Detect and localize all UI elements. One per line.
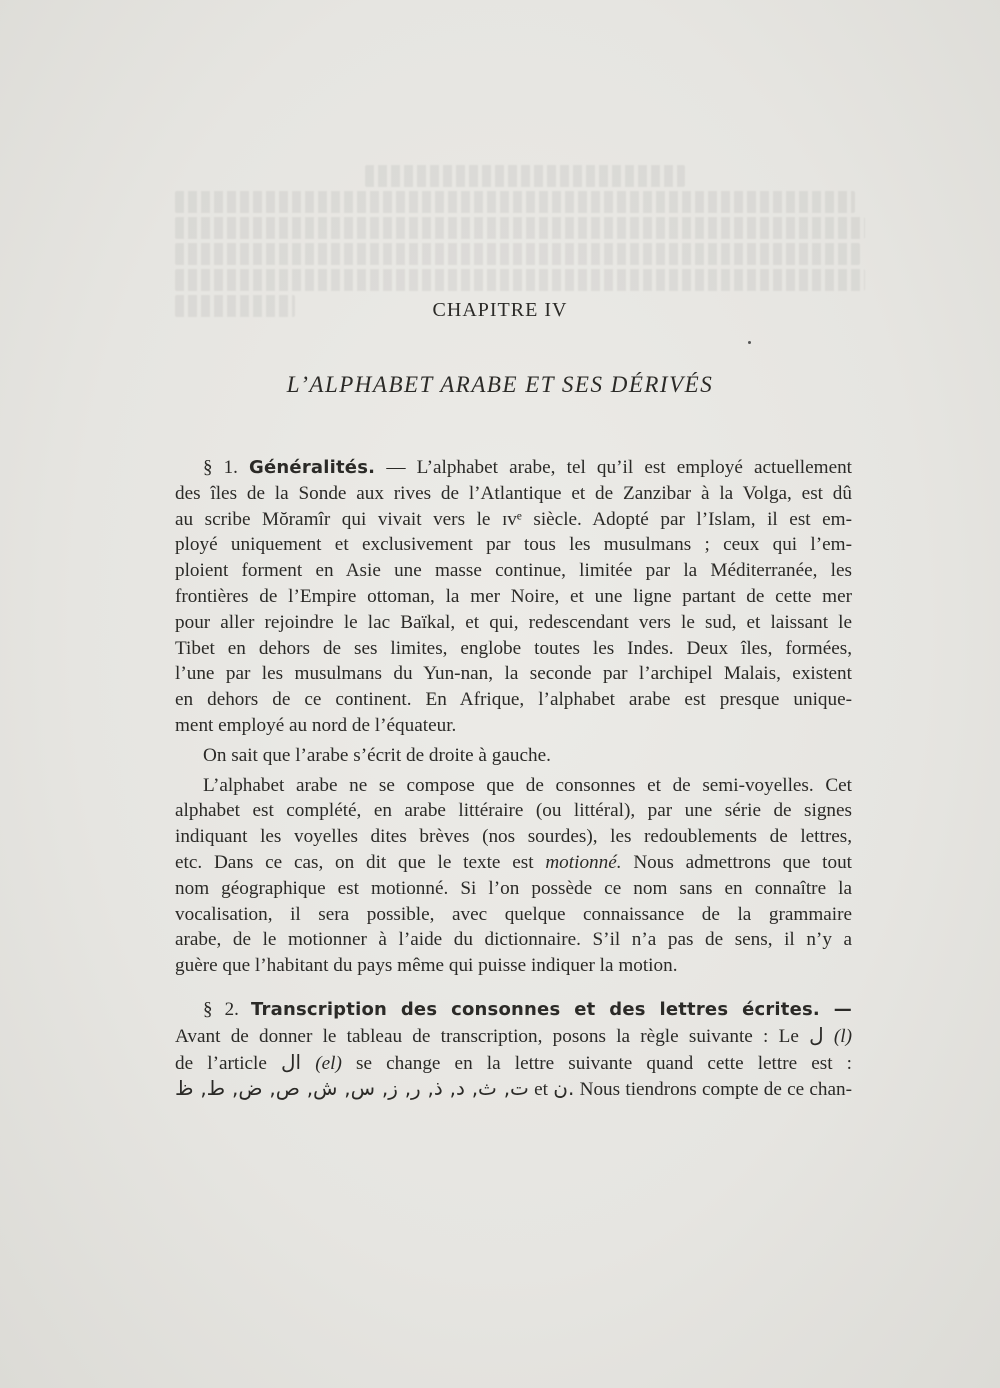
- section-number: § 2.: [203, 998, 239, 1020]
- text-line: Tibet en dehors de ses limites, englobe toutes les Indes. Deux îles, formées,: [175, 637, 852, 659]
- text-line: indiquant les voyelles dites brèves (nos sourdes), les redoublements de lettres,: [175, 826, 852, 848]
- text-span: se change en la lettre suivante quand cette lettre est :: [356, 1052, 853, 1074]
- text-line: [175, 1050, 852, 1077]
- transliteration: (el): [315, 1052, 342, 1074]
- text-line: ment employé au nord de l’équateur.: [175, 714, 457, 736]
- text-span: Avant de donner le tableau de transcription, posons la règle suivante : Le: [175, 1025, 799, 1047]
- text-line: guère que l’habitant du pays même qui puisse indiquer la motion.: [175, 955, 678, 977]
- text-line: [175, 850, 852, 876]
- paragraph-consonants: [175, 773, 852, 979]
- text-line: ploient forment en Asie une masse continue, limitée par la Méditerranée, les: [175, 560, 852, 582]
- text-line: alphabet est complété, en arabe littéraire (ou littéral), par une série de signes: [175, 800, 852, 822]
- arabic-letter-list: ت, ث, د, ذ, ر, ز, س, ش, ص, ض, ط, ظ: [175, 1076, 529, 1101]
- text-span: Nous admettrons que tout: [633, 851, 852, 873]
- text-line: nom géographique est motionné. Si l’on possède ce nom sans en connaître la: [175, 877, 852, 899]
- body-text: [175, 455, 852, 1103]
- arabic-letter: ن.: [553, 1076, 575, 1101]
- text-line: frontières de l’Empire ottoman, la mer Noire, et une ligne partant de cette mer: [175, 585, 852, 607]
- section-1-paragraph: [175, 455, 852, 739]
- arabic-article: ال: [281, 1049, 302, 1074]
- text-line: l’une par les musulmans du Yun-nan, la seconde par l’archipel Malais, existent: [175, 663, 852, 685]
- text-span: etc. Dans ce cas, on dit que le texte est: [175, 851, 534, 873]
- text-line: en dehors de ce continent. En Afrique, l’alphabet arabe est presque unique-: [175, 689, 852, 711]
- text-line: [175, 997, 852, 1023]
- italic-term: motionné.: [545, 851, 622, 873]
- text-span: et: [534, 1079, 549, 1101]
- text-line: ployé uniquement et exclusivement par tous les musulmans ; ceux qui l’em-: [175, 534, 852, 556]
- paragraph-direction: [175, 743, 852, 769]
- transliteration: (l): [833, 1025, 853, 1047]
- text-line: [175, 1076, 852, 1103]
- section-2-paragraph: [175, 997, 852, 1103]
- text-line: [175, 1023, 852, 1050]
- text-line: arabe, de le motionner à l’aide du dictionnaire. S’il n’a pas de sens, il n’y a: [175, 929, 852, 951]
- text-span: — L’alphabet arabe, tel qu’il est employé actuellement: [386, 457, 853, 478]
- chapter-heading: CHAPITRE IV: [432, 299, 568, 321]
- text-line: On sait que l’arabe s’écrit de droite à gauche.: [203, 744, 551, 766]
- text-line: pour aller rejoindre le lac Baïkal, et qui, redescendant vers le sud, et laissant le: [175, 611, 852, 633]
- text-span: Nous tiendrons compte de ce chan-: [579, 1079, 853, 1101]
- chapter-title: L’ALPHABET ARABE ET SES DÉRIVÉS: [286, 372, 714, 397]
- section-number: § 1.: [203, 457, 238, 478]
- arabic-letter: ل: [809, 1022, 824, 1047]
- section-heading: Transcription des consonnes et des lettres écrites. —: [251, 998, 852, 1020]
- text-line: L’alphabet arabe ne se compose que de consonnes et de semi-voyelles. Cet: [203, 774, 852, 796]
- text-line: [175, 455, 852, 481]
- text-span: de l’article: [175, 1052, 267, 1074]
- text-line: des îles de la Sonde aux rives de l’Atlantique et de Zanzibar à la Volga, est dû: [175, 482, 852, 504]
- section-heading: Généralités.: [249, 457, 376, 478]
- ink-speck: [748, 341, 751, 344]
- text-line: vocalisation, il sera possible, avec quelque connaissance de la grammaire: [175, 903, 852, 925]
- text-line: au scribe Mŏramîr qui vivait vers le ɪvᵉ siècle. Adopté par l’Islam, il est em-: [175, 508, 852, 530]
